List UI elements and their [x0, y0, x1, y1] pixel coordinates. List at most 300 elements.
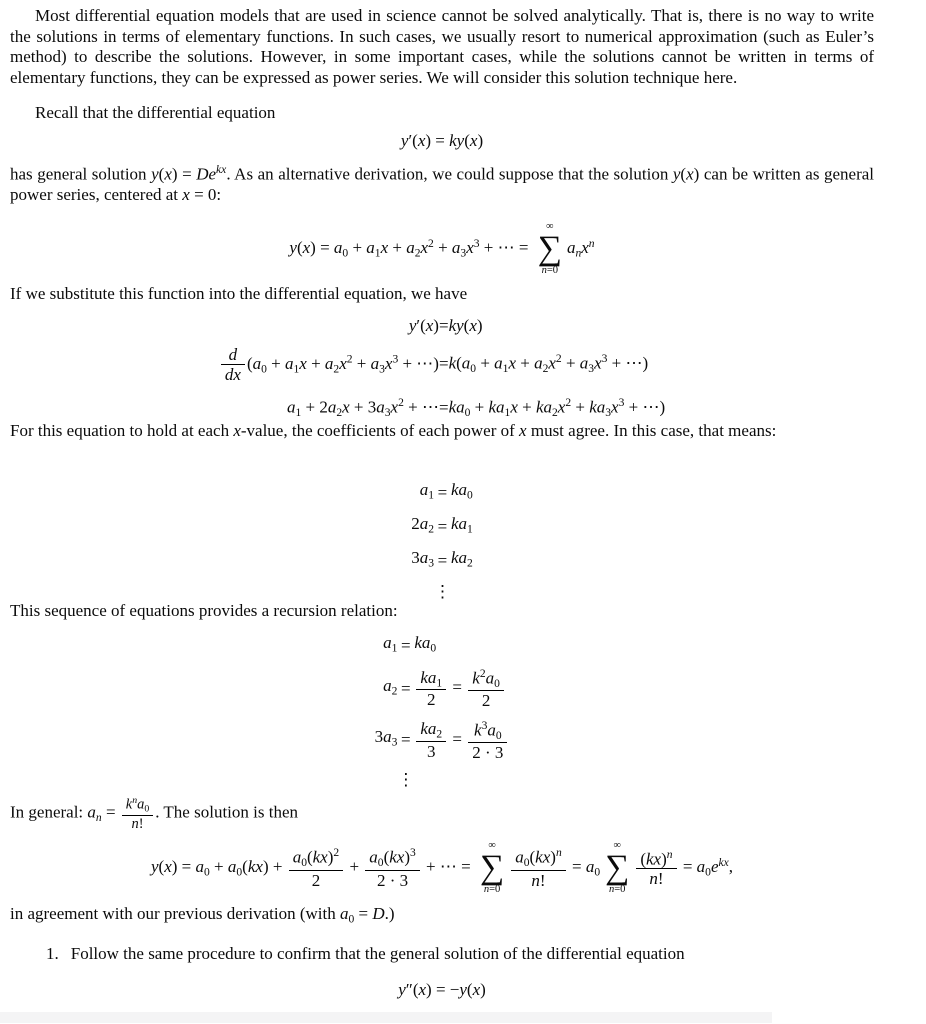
- math-text: 1: [467, 522, 473, 536]
- math-text: d: [228, 344, 238, 364]
- math-text: 2: [427, 690, 436, 710]
- math-text: a: [579, 353, 589, 373]
- sigma-symbol: ∑: [537, 230, 562, 268]
- math-text: x: [342, 397, 350, 417]
- exercise-text: Follow the same procedure to confirm that the general solution of the differential equation: [70, 944, 685, 963]
- math-text: =0: [614, 884, 626, 896]
- subscript: [428, 557, 434, 570]
- math-text: 2: [398, 395, 404, 409]
- math-text: 3: [392, 352, 399, 366]
- numerator: [511, 846, 566, 869]
- math-text: a: [419, 548, 429, 568]
- math-text: ,: [728, 857, 733, 877]
- equation-rhs: [414, 766, 509, 795]
- equation-lhs: [219, 341, 439, 389]
- exercise-ode-equation: [10, 979, 874, 1001]
- exercise-number: 1.: [46, 944, 59, 963]
- math-text: 2: [336, 405, 343, 419]
- equation-lhs: [375, 766, 398, 795]
- numerator: [416, 719, 446, 741]
- math-text: 0: [495, 728, 502, 742]
- math-text: n: [666, 847, 673, 861]
- equation-rhs: [414, 629, 509, 663]
- math-text: (: [158, 164, 165, 184]
- equation-row: [411, 544, 473, 578]
- recursion-align-block: [10, 629, 874, 795]
- math-text: y: [398, 980, 406, 999]
- numerator: [636, 848, 676, 869]
- math-text: =: [437, 516, 448, 536]
- equation-row: [375, 663, 510, 715]
- math-text: =0: [546, 265, 559, 277]
- math-text: (: [306, 847, 313, 867]
- numerator: [365, 846, 420, 869]
- math-text: + ⋯ =: [479, 238, 533, 258]
- math-text: ′(: [416, 316, 426, 335]
- math-text: a: [324, 353, 334, 373]
- math-text: dx: [224, 365, 241, 385]
- math-text: a: [383, 633, 392, 652]
- math-text: a: [485, 668, 495, 688]
- math-text: (: [242, 857, 248, 877]
- math-text: x: [472, 980, 481, 999]
- math-text: 2: [428, 236, 434, 250]
- math-text: kx: [389, 847, 405, 867]
- math-text: 2: [311, 870, 321, 890]
- equation-table: [375, 629, 510, 795]
- math-text: =: [678, 857, 697, 877]
- equation-table: [411, 476, 473, 607]
- math-text: +: [266, 353, 285, 373]
- subscript: [392, 641, 398, 654]
- math-text: =: [437, 482, 448, 502]
- math-text: 2: [555, 352, 562, 366]
- subscript: [467, 523, 473, 536]
- math-text: 0: [348, 912, 355, 926]
- subscript: [144, 803, 149, 814]
- solution-series-equation: [10, 840, 874, 897]
- vertical-dots: ⋮: [433, 582, 451, 602]
- sigma-symbol: ∑: [605, 849, 630, 887]
- math-text: a: [451, 238, 461, 258]
- math-text: 0: [342, 246, 349, 260]
- equation-row: [375, 766, 510, 795]
- math-text: x: [594, 353, 602, 373]
- math-text: 1: [391, 641, 398, 655]
- math-text: =: [101, 802, 120, 822]
- math-text: x: [302, 238, 311, 258]
- math-text: a: [327, 397, 337, 417]
- numerator: [122, 795, 153, 815]
- fraction: [416, 668, 446, 710]
- math-text: x: [508, 353, 516, 373]
- math-text: kx: [718, 855, 729, 869]
- equation-row: [375, 629, 510, 663]
- summation: [538, 221, 562, 278]
- equals-sign: [439, 341, 449, 389]
- math-text: ) =: [171, 857, 196, 877]
- fraction: [365, 846, 420, 890]
- math-text: (: [466, 980, 473, 999]
- sum-lower-limit: [542, 265, 558, 277]
- equation-rhs: [414, 663, 509, 715]
- summation: [605, 840, 629, 897]
- math-text: x: [299, 353, 307, 373]
- math-text: +: [561, 353, 580, 373]
- math-text: n: [649, 869, 658, 889]
- math-text: +: [470, 397, 489, 417]
- denominator: [511, 870, 566, 891]
- math-text: x: [611, 397, 619, 417]
- equation-rhs: [449, 341, 666, 389]
- math-text: a: [585, 857, 595, 877]
- math-text: y: [151, 164, 159, 184]
- sum-lower-limit: [484, 884, 500, 896]
- math-text: ): [480, 980, 486, 999]
- math-text: =: [448, 729, 467, 749]
- math-text: kx: [535, 847, 551, 867]
- math-text: a: [515, 847, 524, 867]
- math-text: 0: [430, 641, 437, 655]
- ode-equation: [10, 130, 874, 152]
- math-text: 2: [346, 352, 353, 366]
- denominator: [122, 815, 153, 833]
- math-text: (: [296, 238, 303, 258]
- math-text: +: [433, 238, 452, 258]
- math-text: + 3: [349, 397, 377, 417]
- math-text: kx: [646, 848, 662, 868]
- math-text: a: [195, 857, 205, 877]
- general-solution-paragraph: has general solution $y(x) = De^{kx}$. As an alternative derivation, we could suppose that the solution y(x) can be written as general power series, centered at x = 0:: [10, 163, 875, 204]
- page-bottom-shade: [0, 1012, 772, 1023]
- math-text: 2 · 3: [376, 870, 409, 890]
- math-text: =: [401, 730, 411, 750]
- math-text: ka: [488, 397, 505, 417]
- equation-rhs: [451, 544, 473, 578]
- substitution-align-block: [10, 312, 874, 427]
- math-text: (: [640, 848, 647, 868]
- math-text: ∞: [613, 840, 621, 851]
- math-text: ka: [448, 397, 465, 417]
- math-text: a: [370, 353, 380, 373]
- math-text: (: [529, 847, 536, 867]
- math-text: 3: [473, 236, 480, 250]
- subscript: [392, 684, 398, 697]
- math-text: y: [400, 131, 409, 150]
- subscript: [467, 557, 473, 570]
- equation-row: [219, 341, 665, 389]
- superscript: [216, 163, 226, 176]
- math-text: a: [566, 238, 576, 258]
- math-text: a: [366, 238, 375, 258]
- numerator: [289, 846, 344, 869]
- power-series-equation: [10, 221, 874, 278]
- math-text: ka: [535, 397, 552, 417]
- math-text: 3: [460, 246, 467, 260]
- math-text: ∞: [546, 221, 554, 232]
- denominator: [365, 870, 420, 891]
- fraction: [221, 345, 245, 385]
- math-text: x: [469, 316, 477, 335]
- numerator: [221, 345, 245, 365]
- subscript: [494, 677, 500, 690]
- subscript: [430, 641, 436, 654]
- math-text: 2: [333, 846, 340, 860]
- math-text: x: [469, 131, 478, 150]
- math-text: +: [209, 857, 228, 877]
- denominator: [468, 742, 507, 763]
- equation-rhs: [451, 510, 473, 544]
- subscript: [428, 488, 434, 501]
- math-text: e: [710, 857, 719, 877]
- subscript: [436, 728, 442, 741]
- math-text: + ⋯): [398, 353, 439, 373]
- math-text: 3: [481, 718, 488, 732]
- general-term-paragraph: In general: $a_n$ = $\frac{k^na_0}{n!}$ . The solution is then: [10, 795, 298, 832]
- math-text: x: [390, 397, 399, 417]
- math-text: 2: [414, 246, 421, 260]
- math-text: y: [289, 238, 297, 258]
- math-text: 1: [374, 246, 381, 260]
- math-text: 2: [542, 362, 549, 376]
- math-text: a: [340, 904, 349, 923]
- math-text: ky: [449, 131, 465, 150]
- math-text: 3: [384, 405, 391, 419]
- math-text: ka: [450, 548, 468, 568]
- math-text: x: [686, 164, 694, 184]
- math-text: x: [417, 131, 426, 150]
- math-text: ka: [414, 633, 431, 652]
- math-text: =: [437, 550, 448, 570]
- vertical-dots: ⋮: [397, 770, 415, 790]
- math-text: +: [388, 238, 407, 258]
- math-text: ): [476, 316, 483, 335]
- equation-rhs: [414, 715, 509, 767]
- denominator: [416, 741, 446, 762]
- subscript: [428, 523, 434, 536]
- math-text: n: [588, 236, 595, 250]
- coefficient-equations-block: [10, 476, 874, 607]
- math-text: !: [539, 870, 546, 890]
- fraction: [122, 795, 153, 832]
- equals-sign: [434, 544, 451, 578]
- math-text: ka: [420, 719, 437, 739]
- math-text: x: [380, 238, 389, 258]
- subscript: [594, 866, 600, 879]
- math-text: x: [548, 353, 556, 373]
- math-text: 1: [293, 362, 300, 375]
- math-text: +: [517, 397, 536, 417]
- math-text: ″(: [405, 980, 419, 999]
- math-text: a: [383, 727, 392, 747]
- subscript: [392, 736, 398, 749]
- fraction: [468, 667, 504, 711]
- math-text: 3: [374, 727, 384, 747]
- math-text: a: [376, 397, 385, 417]
- equation-lhs: [411, 510, 434, 544]
- recursion-paragraph: This sequence of equations provides a recursion relation:: [10, 601, 398, 620]
- superscript: [556, 846, 562, 859]
- math-text: De: [196, 164, 217, 184]
- math-text: ) =: [425, 131, 450, 150]
- math-text: x: [418, 980, 427, 999]
- math-text: 2: [565, 395, 572, 409]
- math-text: n: [131, 815, 139, 832]
- math-text: +: [345, 857, 364, 877]
- math-text: kx: [312, 847, 328, 867]
- math-text: =: [401, 678, 411, 698]
- math-text: 0: [261, 362, 267, 375]
- math-text: a: [137, 796, 145, 813]
- math-text: x: [466, 238, 474, 258]
- numerator: [468, 667, 504, 690]
- math-text: ): [693, 164, 700, 184]
- math-text: 3: [618, 395, 625, 409]
- math-text: ka: [420, 667, 437, 687]
- math-text: 2: [552, 405, 558, 419]
- denominator: [221, 364, 245, 385]
- agreement-paragraph: in agreement with our previous derivation (with $a_0 = D$.): [10, 904, 395, 926]
- math-text: a: [284, 353, 294, 373]
- math-text: x: [557, 397, 566, 417]
- math-text: x: [420, 238, 429, 258]
- math-text: a: [252, 353, 262, 373]
- math-text: x: [425, 316, 434, 335]
- sigma-symbol: ∑: [479, 849, 505, 887]
- math-text: + 2: [301, 397, 328, 417]
- numerator: [416, 668, 446, 690]
- math-text: 2: [479, 667, 486, 681]
- equation-lhs: [411, 544, 434, 578]
- math-text: 3: [605, 405, 612, 419]
- fraction: [636, 848, 676, 889]
- math-text: y: [408, 316, 417, 335]
- math-text: a: [406, 238, 415, 258]
- math-text: a: [419, 514, 429, 534]
- math-text: 2: [411, 514, 420, 534]
- math-text: a: [494, 353, 503, 373]
- math-text: a: [87, 802, 96, 822]
- fraction: [511, 846, 566, 890]
- superscript: [589, 237, 595, 250]
- math-text: ky: [448, 316, 464, 335]
- math-text: 3: [427, 742, 436, 762]
- math-text: =: [401, 635, 411, 655]
- math-text: ka: [450, 480, 468, 499]
- coefficients-paragraph: For this equation to hold at each x-value, the coefficients of each power of x must agree. In this case, that means:: [10, 421, 777, 440]
- equation-row: [375, 715, 510, 767]
- equation-row: [411, 476, 473, 510]
- math-text: kx: [247, 857, 263, 877]
- math-text: 0: [705, 865, 711, 879]
- math-text: 3: [588, 362, 595, 376]
- math-text: ): [661, 848, 667, 868]
- math-text: y: [459, 980, 467, 999]
- math-text: n: [541, 265, 547, 277]
- math-text: kx: [216, 163, 227, 176]
- math-text: ∞: [488, 840, 496, 851]
- math-text: (: [383, 847, 390, 867]
- math-text: a: [292, 847, 302, 867]
- denominator: [416, 689, 446, 710]
- math-text: k: [474, 720, 482, 740]
- fraction: [416, 719, 446, 761]
- math-text: + ⋯): [607, 353, 649, 373]
- equals-sign: [397, 715, 414, 767]
- fraction: [468, 719, 507, 763]
- math-text: x: [233, 421, 241, 440]
- math-text: k: [472, 668, 480, 688]
- math-text: a: [333, 238, 343, 258]
- math-text: 0: [594, 865, 601, 879]
- equals-sign: [434, 476, 451, 510]
- math-text: +: [476, 353, 495, 373]
- math-text: ka: [589, 397, 606, 417]
- math-text: ) +: [262, 857, 287, 877]
- math-text: a: [461, 353, 471, 373]
- math-text: a: [696, 857, 706, 877]
- superscript: [333, 846, 339, 859]
- math-text: x: [384, 353, 393, 373]
- subscript: [467, 488, 473, 501]
- math-text: (: [246, 353, 253, 373]
- math-text: ): [550, 847, 556, 867]
- math-text: a: [383, 675, 392, 695]
- denominator: [468, 690, 504, 711]
- numerator: [468, 719, 507, 742]
- equation-lhs: [375, 663, 398, 715]
- math-text: 1: [502, 362, 509, 376]
- math-text: ) = −: [426, 980, 460, 999]
- math-text: 2: [436, 727, 443, 741]
- equation-rhs: [451, 476, 473, 510]
- math-text: n: [95, 810, 102, 824]
- math-text: 0: [204, 865, 210, 879]
- math-text: +: [352, 353, 371, 373]
- recall-line: Recall that the differential equation: [35, 103, 276, 122]
- equals-sign: [439, 312, 449, 341]
- math-text: = 0: [189, 184, 217, 204]
- math-text: a: [487, 720, 496, 740]
- math-text: =0: [489, 884, 501, 896]
- math-text: +: [515, 353, 535, 373]
- math-text: 0: [470, 362, 477, 376]
- equation-rhs: [449, 312, 666, 341]
- equals-sign: [397, 663, 414, 715]
- math-text: 1: [504, 405, 511, 419]
- math-text: 0: [236, 865, 243, 879]
- sum-lower-limit: [609, 884, 625, 896]
- math-text: 1: [295, 405, 302, 419]
- equation-lhs: [375, 629, 398, 663]
- denominator: [636, 868, 676, 889]
- math-text: 2: [428, 522, 434, 536]
- math-text: 3: [411, 548, 420, 568]
- math-text: x: [164, 857, 172, 877]
- math-text: =: [354, 904, 373, 923]
- subscript: [496, 728, 502, 741]
- math-text: (: [463, 316, 470, 335]
- math-text: ) =: [171, 164, 197, 184]
- math-text: + ⋯): [624, 397, 666, 417]
- math-text: =: [438, 397, 449, 417]
- math-text: n: [483, 884, 490, 896]
- math-text: x: [339, 353, 347, 373]
- math-text: x: [519, 421, 527, 440]
- math-text: ′(: [408, 131, 418, 150]
- math-text: n: [608, 884, 615, 896]
- math-text: 0: [377, 856, 384, 870]
